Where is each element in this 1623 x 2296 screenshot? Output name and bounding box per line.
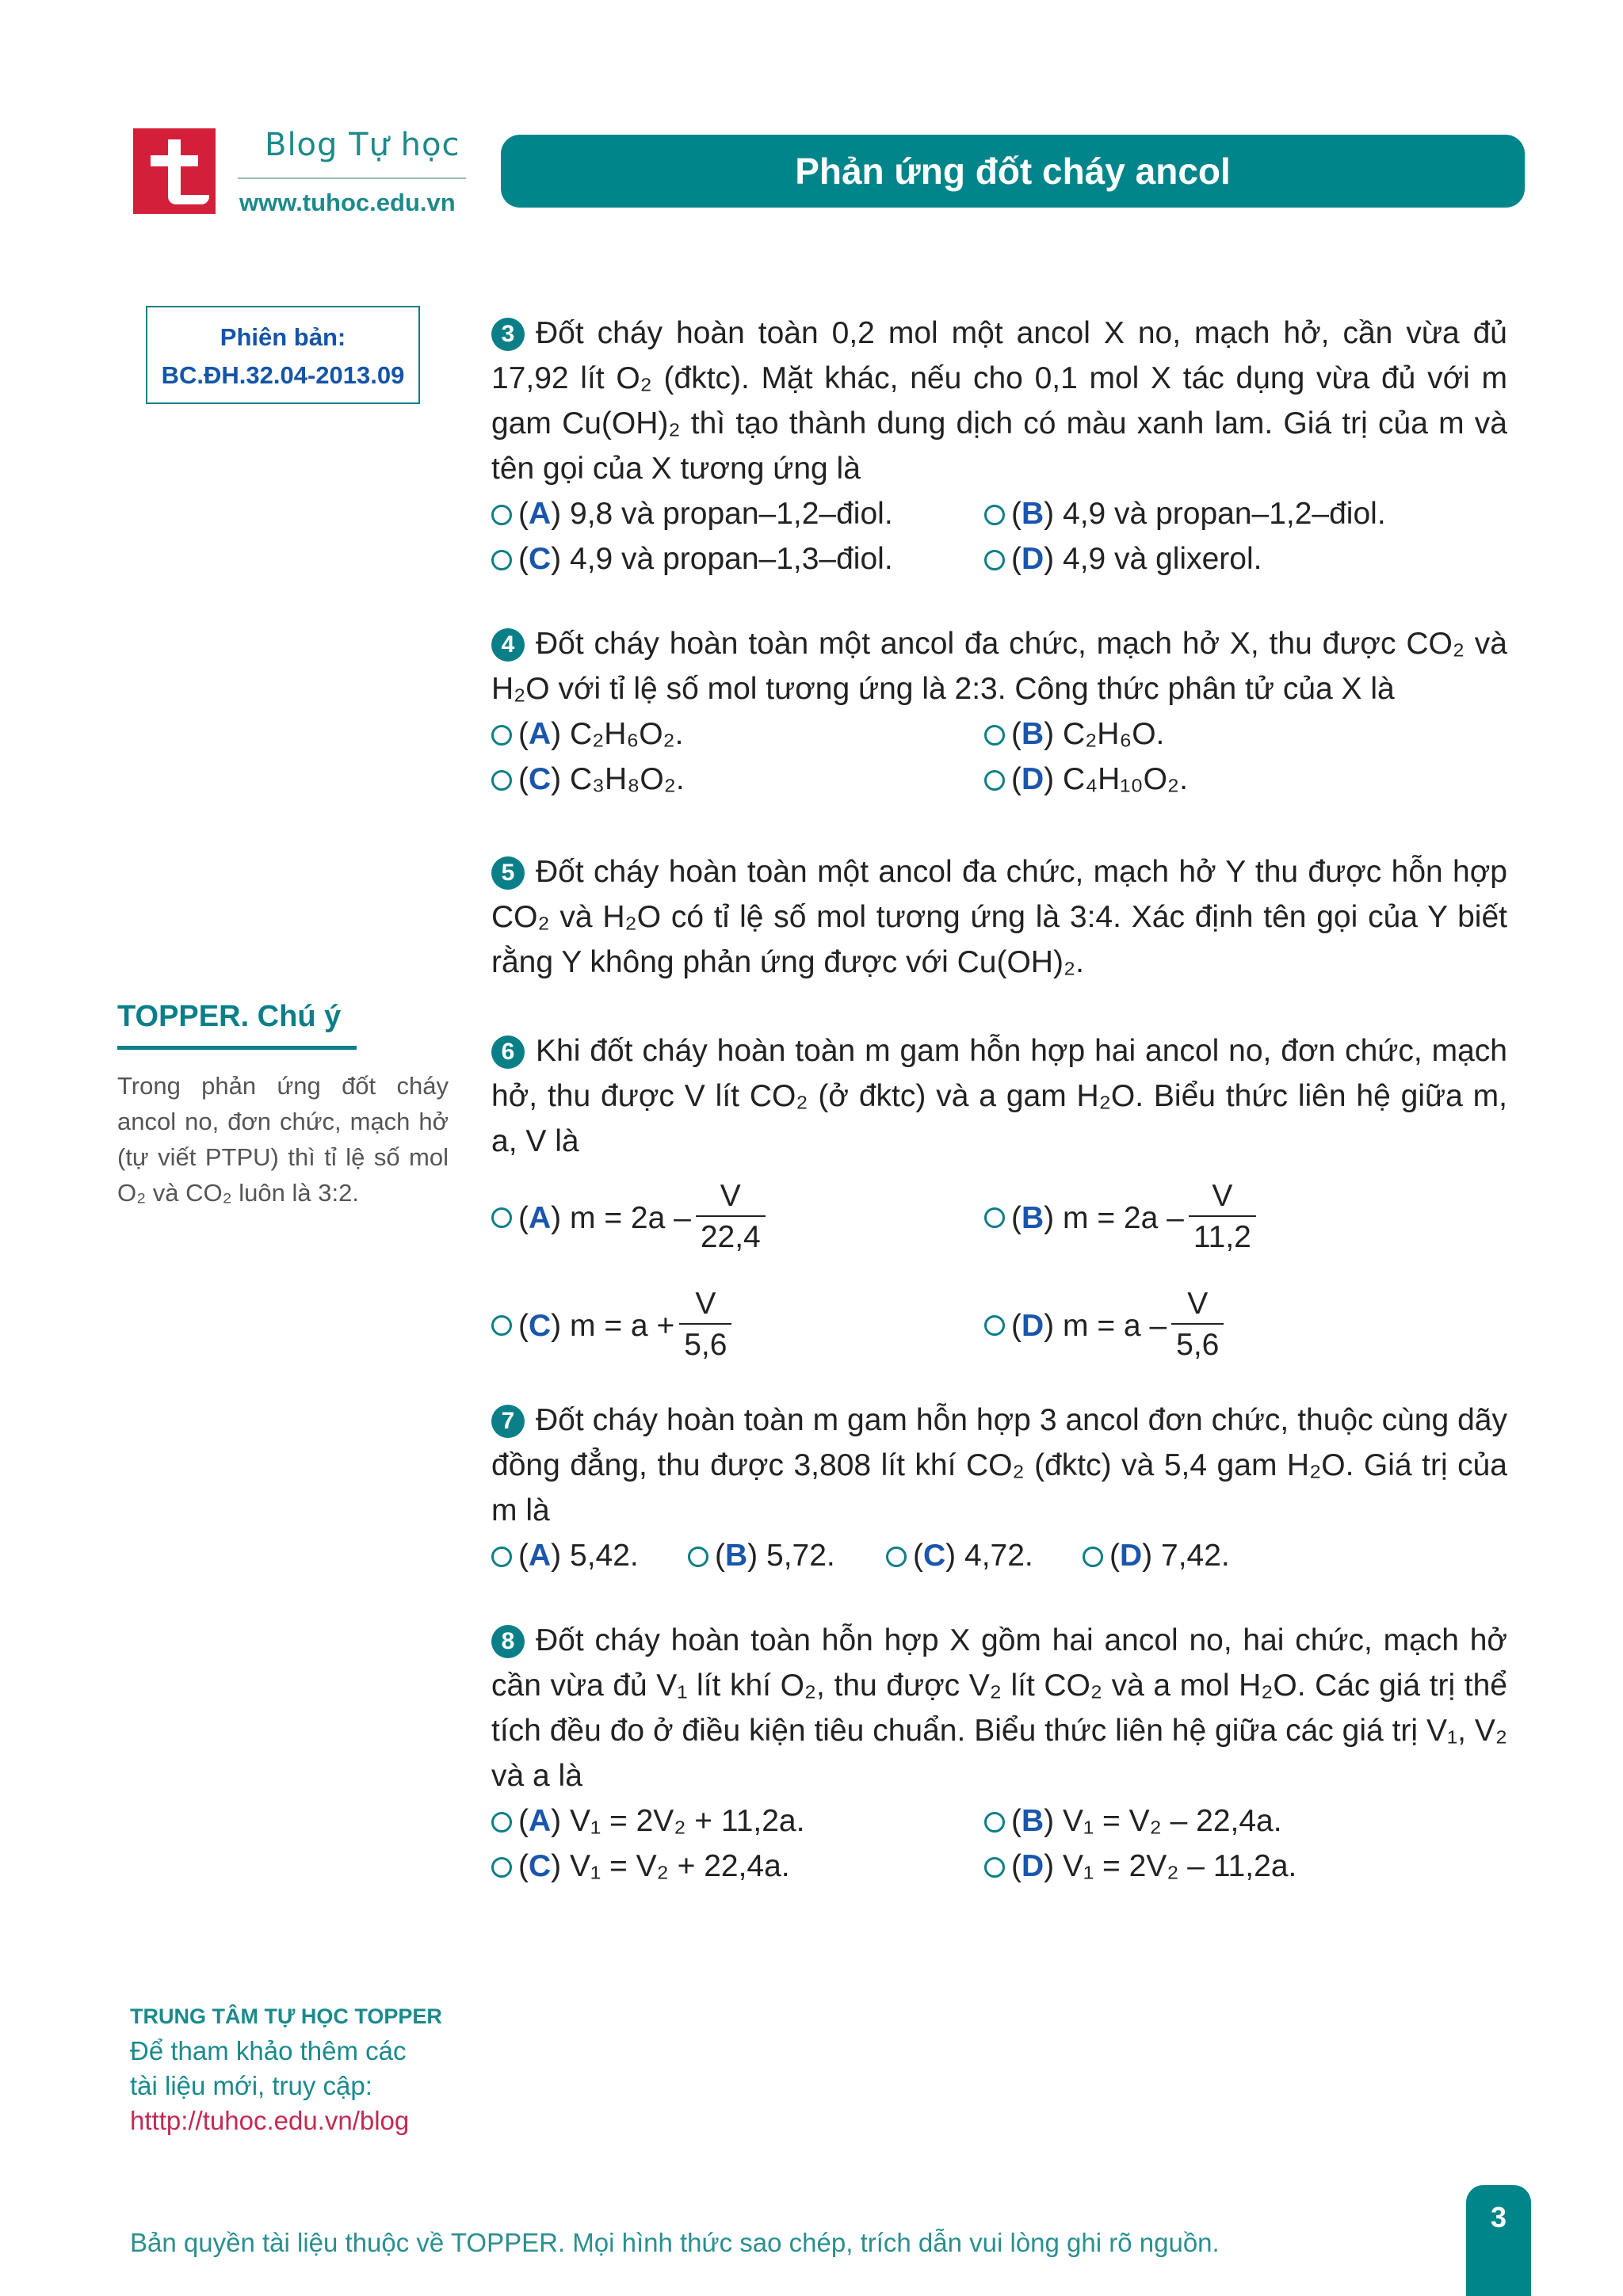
option-text: 7,42. [1161,1539,1230,1573]
option-text: 9,8 và propan–1,2–điol. [570,497,893,531]
version-label: Phiên bản: [220,323,346,351]
question-number: 5 [491,856,525,890]
question-text: Đốt cháy hoàn toàn một ancol đa chức, mạch hở X, thu được CO₂ và H₂O với tỉ lệ số mol tương ứng là 2:3. Công thức phân tử của X là [491,627,1507,706]
version-code: BC.ĐH.32.04-2013.09 [161,361,405,389]
answer-option-a[interactable]: (A) C₂H₆O₂. [491,711,984,757]
radio-icon[interactable] [688,1547,708,1567]
answer-option-a[interactable]: (A) V₁ = 2V₂ + 11,2a. [491,1798,984,1844]
blog-link[interactable]: htttp://tuhoc.edu.vn/blog [130,2106,410,2135]
fraction-numerator: V [1187,1287,1209,1321]
option-letter: C [923,1539,946,1573]
center-name: TRUNG TÂM TỰ HỌC TOPPER [130,2004,442,2028]
answer-option-b[interactable]: (B) 5,72. [688,1533,886,1578]
question-5 [491,849,1507,985]
question-stem [491,1618,1507,1798]
radio-icon[interactable] [491,1857,512,1878]
question-text: Đốt cháy hoàn toàn hỗn hợp X gồm hai ancol no, hai chức, mạch hở cần vừa đủ V₁ lít khí O₂, thu được V₂ lít CO₂ và a mol H₂O. Các giá trị thể tích đều đo ở điều kiện tiêu chuẩn. Biểu thức liên hệ giữa các giá trị V₁, V₂ và a là [491,1623,1507,1793]
option-text: C₄H₁₀O₂. [1063,762,1188,796]
fraction-numerator: V [1212,1179,1233,1213]
note-title: TOPPER. Chú ý [117,1000,342,1033]
option-text: 5,72. [766,1539,835,1573]
option-text: 5,42. [570,1539,639,1573]
answer-option-c[interactable]: (C) V₁ = V₂ + 22,4a. [491,1844,984,1889]
question-3 [491,311,1507,582]
answer-option-a[interactable]: (A) 5,42. [491,1533,688,1578]
answer-option-c[interactable]: (C) C₃H₈O₂. [491,757,984,802]
option-text: C₃H₈O₂. [570,762,685,796]
question-text: Đốt cháy hoàn toàn một ancol đa chức, mạch hở Y thu được hỗn hợp CO₂ và H₂O có tỉ lệ số mol tương ứng là 3:4. Xác định tên gọi của Y biết rằng Y không phản ứng được với Cu(OH)₂. [491,855,1507,979]
question-4 [491,621,1507,802]
question-number: 7 [491,1405,525,1438]
version-box [146,306,420,404]
option-letter: C [529,542,552,576]
answer-option-d[interactable]: (D) 4,9 và glixerol. [984,536,1476,582]
answer-option-b[interactable]: (B) C₂H₆O. [984,711,1476,757]
option-letter: A [529,717,552,751]
page-title: Phản ứng đốt cháy ancol [795,151,1231,192]
answer-option-d[interactable]: (D) 7,42. [1083,1533,1281,1578]
option-letter: C [529,1849,552,1883]
logo-letter-t-tail [174,195,209,204]
question-6 [491,1028,1507,1379]
option-text: V₁ = 2V₂ – 11,2a. [1063,1849,1297,1883]
option-text: V₁ = V₂ + 22,4a. [570,1849,790,1883]
option-letter: A [529,497,552,531]
radio-icon[interactable] [491,1315,512,1336]
fraction-denominator: 5,6 [679,1323,731,1366]
answer-options [491,711,1507,802]
option-text: 4,9 và propan–1,3–điol. [570,542,893,576]
option-text: V₁ = V₂ – 22,4a. [1063,1804,1282,1838]
option-letter: D [1022,542,1044,576]
option-letter: D [1120,1539,1143,1573]
site-url[interactable]: www.tuhoc.edu.vn [239,189,456,216]
question-text: Khi đốt cháy hoàn toàn m gam hỗn hợp hai ancol no, đơn chức, mạch hở, thu được V lít CO₂ (ở đktc) và a gam H₂O. Biểu thức liên hệ giữa m, a, V là [491,1034,1507,1158]
option-text: m = 2a – [570,1200,691,1235]
option-letter: D [1022,1308,1044,1343]
note-divider [117,1046,357,1050]
radio-icon[interactable] [984,1207,1005,1228]
option-letter: C [529,1308,552,1343]
radio-icon[interactable] [491,1207,512,1228]
question-stem [491,1398,1507,1533]
option-text: C₂H₆O. [1063,717,1165,751]
radio-icon[interactable] [984,550,1005,570]
blog-name: Blog Tự học [265,127,460,163]
option-letter: D [1022,1849,1044,1883]
note-body: Trong phản ứng đốt cháy ancol no, đơn chức, mạch hở (tự viết PTPU) thì tỉ lệ số mol O₂ và CO₂ luôn là 3:2. [117,1072,449,1207]
answer-options [491,1533,1507,1578]
fraction [1171,1285,1224,1366]
option-text: 4,9 và glixerol. [1063,542,1262,576]
answer-option-a[interactable]: (A) 9,8 và propan–1,2–điol. [491,491,984,536]
option-letter: D [1022,762,1044,796]
answer-option-d[interactable]: ( D ) m = a – $\frac{V}{5,6}$ [984,1285,1477,1366]
option-text: C₂H₆O₂. [570,717,684,751]
option-text: V₁ = 2V₂ + 11,2a. [570,1804,805,1838]
answer-option-a[interactable]: ( A ) m = 2a – $\frac{V}{22,4}$ [491,1177,984,1258]
radio-icon[interactable] [984,725,1005,746]
fraction-numerator: V [720,1179,741,1213]
radio-icon[interactable] [491,505,512,525]
fraction-denominator: 22,4 [696,1215,766,1258]
answer-option-b[interactable]: ( B ) m = 2a – $\frac{V}{11,2}$ [984,1177,1477,1258]
option-text: 4,9 và propan–1,2–điol. [1063,497,1386,531]
answer-option-b[interactable]: (B) V₁ = V₂ – 22,4a. [984,1798,1476,1844]
question-number: 6 [491,1035,525,1069]
option-letter: B [1022,497,1044,531]
radio-icon[interactable] [886,1547,907,1567]
question-7 [491,1398,1507,1578]
option-letter: A [529,1804,552,1838]
radio-icon[interactable] [984,1315,1005,1336]
radio-icon[interactable] [491,550,512,570]
question-stem [491,621,1507,711]
question-number: 8 [491,1625,525,1658]
radio-icon[interactable] [984,505,1005,525]
option-letter: B [1022,717,1044,751]
question-8 [491,1618,1507,1889]
question-stem [491,311,1507,491]
option-letter: B [1022,1200,1044,1235]
question-text: Đốt cháy hoàn toàn 0,2 mol một ancol X no, mạch hở, cần vừa đủ 17,92 lít O₂ (đktc). Mặt khác, nếu cho 0,1 mol X tác dụng vừa đủ với m gam Cu(OH)₂ thì tạo thành dung dịch có màu xanh lam. Giá trị của m và tên gọi của X tương ứng là [491,316,1507,486]
answer-options [491,1798,1507,1889]
question-text: Đốt cháy hoàn toàn m gam hỗn hợp 3 ancol đơn chức, thuộc cùng dãy đồng đẳng, thu được 3,808 lít khí CO₂ (đktc) và 5,4 gam H₂O. Giá trị của m là [491,1403,1507,1527]
answer-option-d[interactable]: (D) C₄H₁₀O₂. [984,757,1476,802]
radio-icon[interactable] [491,1547,512,1567]
answer-option-c[interactable]: ( C ) m = a + $\frac{V}{5,6}$ [491,1285,984,1366]
answer-option-b[interactable]: (B) 4,9 và propan–1,2–điol. [984,491,1476,536]
option-text: m = 2a – [1063,1200,1184,1235]
option-letter: A [529,1539,552,1573]
radio-icon[interactable] [491,770,512,791]
header-divider [238,177,466,179]
question-number: 4 [491,628,525,662]
option-text: m = a + [570,1308,675,1343]
answer-option-d[interactable]: (D) V₁ = 2V₂ – 11,2a. [984,1844,1476,1889]
radio-icon[interactable] [984,1857,1005,1878]
question-stem [491,1028,1507,1164]
question-stem [491,849,1507,985]
page-number: 3 [1490,2201,1507,2233]
answer-options-row-2 [491,1272,1507,1379]
fraction [1189,1177,1256,1258]
answer-option-c[interactable]: (C) 4,9 và propan–1,3–điol. [491,536,984,582]
answer-option-c[interactable]: (C) 4,72. [886,1533,1083,1578]
option-letter: B [1022,1804,1044,1838]
option-text: 4,72. [964,1539,1033,1573]
footer-text-line-2: tài liệu mới, truy cập: [130,2071,372,2100]
option-text: m = a – [1063,1308,1167,1343]
copyright-notice: Bản quyền tài liệu thuộc về TOPPER. Mọi hình thức sao chép, trích dẫn vui lòng ghi rõ nguồn. [130,2228,1220,2257]
fraction [696,1177,766,1258]
radio-icon[interactable] [984,770,1005,791]
fraction [679,1285,731,1366]
fraction-numerator: V [695,1287,716,1321]
option-letter: B [725,1539,748,1573]
radio-icon[interactable] [491,1812,512,1833]
answer-options-row-1 [491,1164,1507,1272]
footer-text-line-1: Để tham khảo thêm các [130,2036,407,2065]
radio-icon[interactable] [984,1812,1005,1833]
radio-icon[interactable] [491,725,512,746]
fraction-denominator: 11,2 [1189,1215,1256,1258]
fraction-denominator: 5,6 [1171,1323,1224,1366]
radio-icon[interactable] [1083,1547,1103,1567]
answer-options [491,491,1507,582]
option-letter: A [529,1200,552,1235]
question-number: 3 [491,318,525,351]
option-letter: C [529,762,552,796]
